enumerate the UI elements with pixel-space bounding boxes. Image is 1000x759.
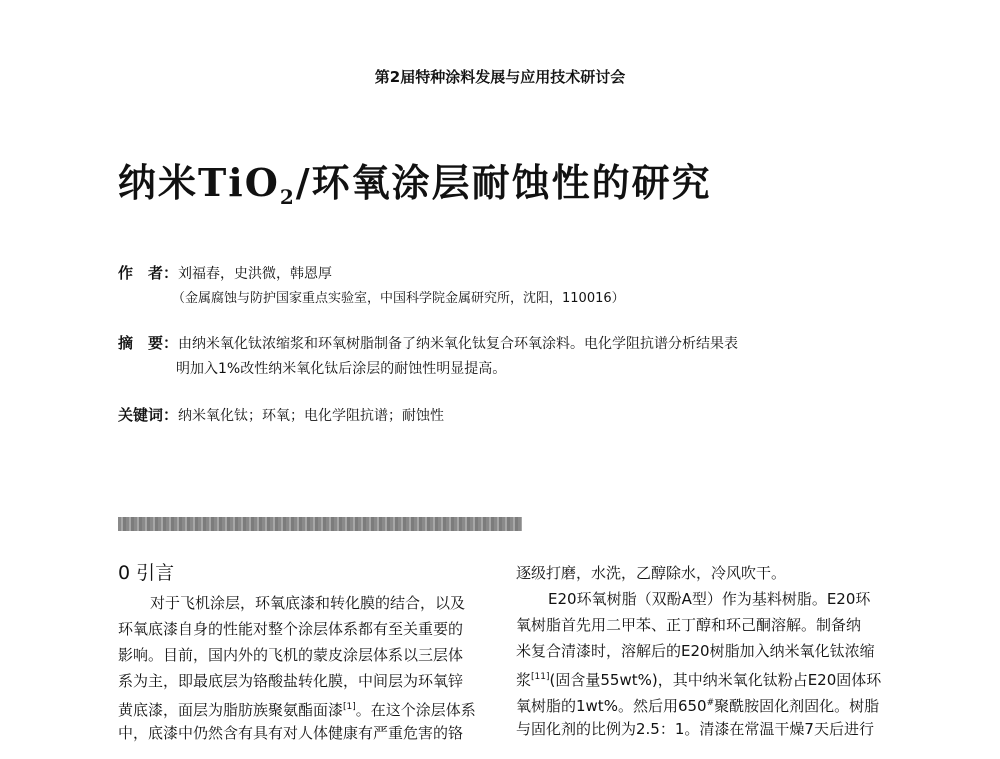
conference-header: 第2届特种涂料发展与应用技术研讨会 bbox=[374, 68, 626, 86]
section-divider-bar bbox=[118, 517, 522, 531]
right-line: E20环氧树脂（双酚A型）作为基料树脂。E20环 bbox=[548, 590, 871, 608]
right-line: 逐级打磨，水洗，乙醇除水，冷风吹干。 bbox=[516, 564, 787, 582]
right-column bbox=[516, 560, 892, 742]
citation: [1] bbox=[343, 702, 356, 712]
left-line: 中，底漆中仍然含有具有对人体健康有严重危害的铬 bbox=[118, 724, 464, 742]
right-line bbox=[516, 664, 892, 690]
left-line-text: 。在这个涂层体系 bbox=[355, 701, 476, 719]
right-line-text: (固含量55wt%)，其中纳米氧化钛粉占E20固体环 bbox=[549, 671, 882, 689]
left-line bbox=[118, 694, 488, 720]
abstract-text-1: 由纳米氧化钛浓缩浆和环氧树脂制备了纳米氧化钛复合环氧涂料。电化学阻抗谱分析结果表 bbox=[178, 336, 739, 352]
abstract-text-2: 明加入1%改性纳米氧化钛后涂层的耐蚀性明显提高。 bbox=[176, 361, 507, 377]
left-column bbox=[118, 590, 488, 746]
left-line: 系为主，即最底层为铬酸盐转化膜，中间层为环氧锌 bbox=[118, 672, 464, 690]
authors-label: 作 者： bbox=[118, 264, 179, 282]
affiliation: （金属腐蚀与防护国家重点实验室，中国科学院金属研究所，沈阳，110016） bbox=[172, 291, 625, 306]
left-line: 环氧底漆自身的性能对整个涂层体系都有至关重要的 bbox=[118, 620, 464, 638]
left-line: 对于飞机涂层，环氧底漆和转化膜的结合，以及 bbox=[150, 594, 466, 612]
authors-names: 刘福春，史洪微，韩恩厚 bbox=[178, 266, 333, 282]
superscript: # bbox=[706, 698, 715, 708]
title-part-2: /环氧涂层耐蚀性的研究 bbox=[295, 160, 712, 205]
right-line-text: 聚酰胺固化剂固化。树脂 bbox=[714, 697, 880, 715]
abstract-line-1 bbox=[118, 332, 738, 353]
right-line: 氧树脂首先用二甲苯、正丁醇和环己酮溶解。制备纳 bbox=[516, 616, 862, 634]
right-line bbox=[516, 690, 892, 716]
right-line: 与固化剂的比例为2.5：1。清漆在常温干燥7天后进行 bbox=[516, 720, 874, 738]
authors-line bbox=[118, 262, 332, 283]
keywords-label: 关键词： bbox=[118, 406, 179, 424]
keywords-text: 纳米氧化钛；环氧；电化学阻抗谱；耐蚀性 bbox=[178, 408, 445, 424]
citation: [11] bbox=[531, 672, 550, 682]
keywords-line bbox=[118, 404, 444, 425]
left-line: 影响。目前，国内外的飞机的蒙皮涂层体系以三层体 bbox=[118, 646, 464, 664]
abstract-label: 摘 要： bbox=[118, 334, 179, 352]
right-line-text: 氧树脂的1wt%。然后用650 bbox=[516, 697, 707, 715]
title-part-1: 纳米TiO bbox=[118, 160, 280, 205]
right-line-text: 浆 bbox=[516, 671, 532, 689]
title-subscript: 2 bbox=[279, 185, 296, 209]
left-line-text: 黄底漆，面层为脂肪族聚氨酯面漆 bbox=[118, 701, 344, 719]
paper-title bbox=[118, 152, 712, 209]
section-title: 0 引言 bbox=[118, 562, 175, 584]
right-line: 米复合清漆时，溶解后的E20树脂加入纳米氧化钛浓缩 bbox=[516, 642, 875, 660]
